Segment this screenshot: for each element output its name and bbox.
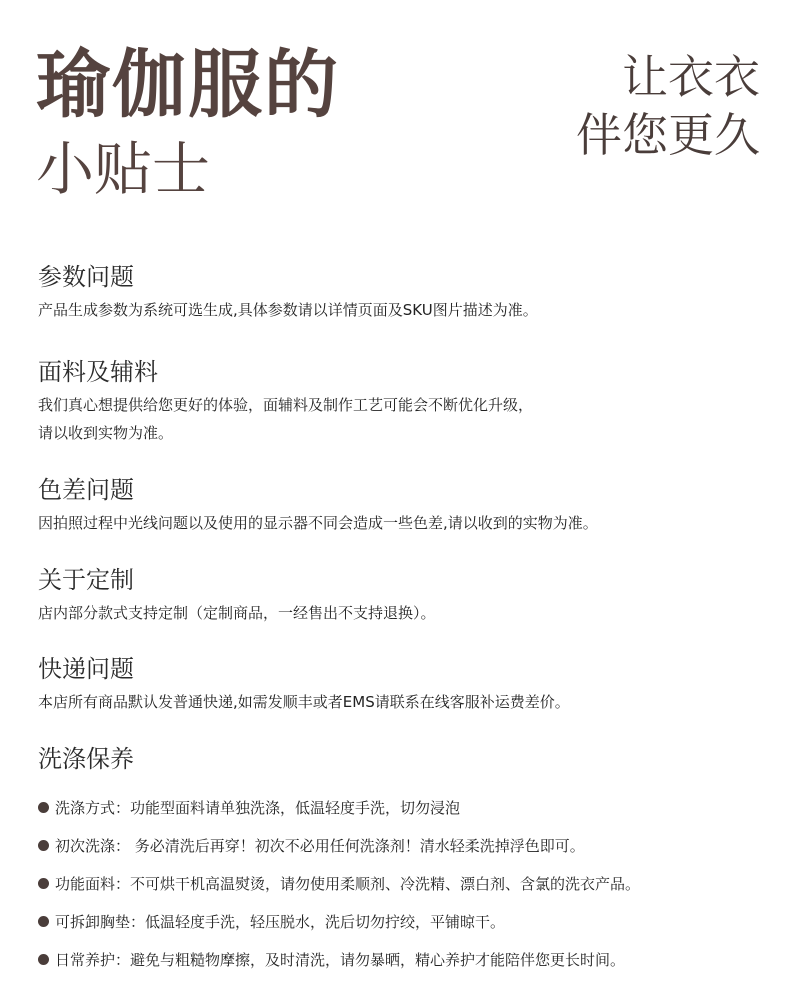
list-item-text: 日常养护：避免与粗糙物摩擦，及时清洗，请勿暴晒，精心养护才能陪伴您更长时间。 [55,950,626,969]
section-line: 店内部分款式支持定制（定制商品，一经售出不支持退换）。 [38,604,436,622]
list-item [38,902,778,940]
section-title: 面料及辅料 [38,358,158,386]
section-body [38,599,768,627]
list-item [38,864,778,902]
page-title: 瑜伽服的 [36,42,340,128]
section-color-difference [38,475,768,537]
section-title: 色差问题 [38,476,134,504]
care-list [38,788,778,978]
section-parameters [38,262,768,324]
bullet-icon [38,916,49,927]
bullet-icon [38,840,49,851]
page-subtitle: 小贴士 [36,135,211,203]
section-title: 快递问题 [38,655,134,683]
section-title: 洗涤保养 [38,745,134,773]
section-body [38,688,768,716]
slogan [576,48,760,164]
section-line: 本店所有商品默认发普通快递,如需发顺丰或者EMS请联系在线客服补运费差价。 [38,693,570,711]
list-item-text: 可拆卸胸垫：低温轻度手洗，轻压脱水，洗后切勿拧绞，平铺晾干。 [55,912,506,931]
section-title: 关于定制 [38,566,134,594]
list-item [38,826,778,864]
list-item-text: 功能面料：不可烘干机高温熨烫，请勿使用柔顺剂、冷洗精、漂白剂、含氯的洗衣产品。 [55,874,641,893]
slogan-line-1: 让衣衣 [622,50,760,104]
section-shipping [38,654,768,716]
section-title: 参数问题 [38,263,134,291]
list-item [38,788,778,826]
section-line: 产品生成参数为系统可选生成,具体参数请以详情页面及SKU图片描述为准。 [38,301,538,319]
section-line: 因拍照过程中光线问题以及使用的显示器不同会造成一些色差,请以收到的实物为准。 [38,514,598,532]
section-line: 请以收到实物为准。 [38,424,174,442]
section-body [38,509,768,537]
list-item-text: 初次洗涤： 务必清洗后再穿！初次不必用任何洗涤剂！清水轻柔洗掉浮色即可。 [55,836,585,855]
section-fabric [38,357,768,447]
section-care [38,744,768,774]
section-body [38,296,768,324]
section-body [38,391,768,447]
section-line: 我们真心想提供给您更好的体验，面辅料及制作工艺可能会不断优化升级， [38,396,534,414]
slogan-line-2: 伴您更久 [576,108,760,162]
section-customization [38,565,768,627]
bullet-icon [38,802,49,813]
bullet-icon [38,954,49,965]
list-item [38,940,778,978]
list-item-text: 洗涤方式：功能型面料请单独洗涤，低温轻度手洗，切勿浸泡 [55,798,461,817]
bullet-icon [38,878,49,889]
